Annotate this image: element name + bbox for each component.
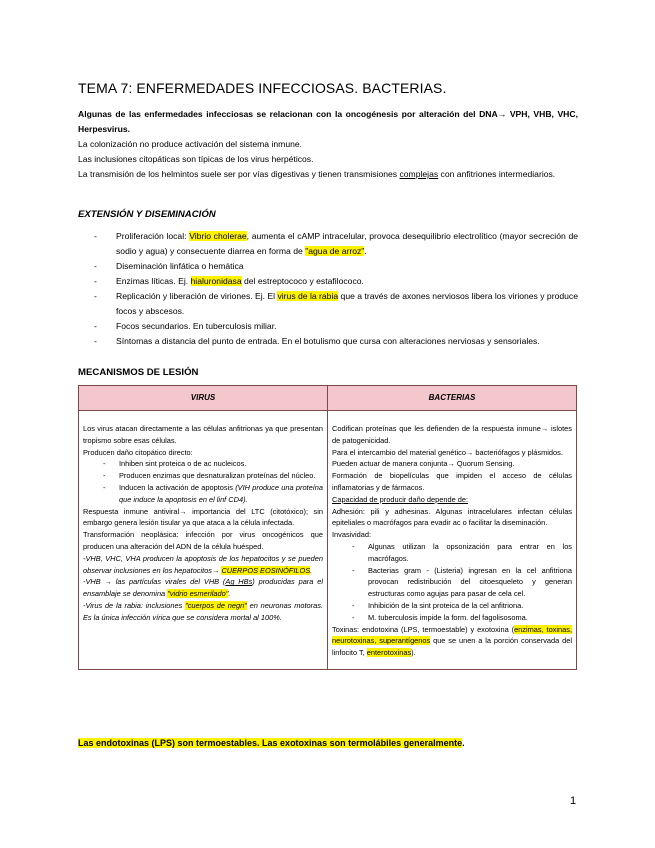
footer-text: . [462,738,465,748]
underlined-term: complejas [399,169,439,179]
intro-line-inclusiones: Las inclusiones citopáticas son típicas de los virus herpéticos. [78,154,314,164]
intro-text: con anfitriones intermediarios. [438,169,556,179]
item-text: Síntomas a distancia del punto de entrada. En el botulismo que cursa con alteraciones nerviosas y sensoriales. [116,336,540,346]
intro-text: La transmisión de los helmintos suele ser por vías digestivas y tienen transmisiones [78,169,400,179]
item-text: que a través de axones nerviosos libera los viriones y produce focos y abscesos. [116,291,578,316]
virus-text: en neuronas motoras. Es la única infección vírica que se considera mortal al 100%. [83,600,323,622]
table-header-row [79,386,577,411]
underlined-term: Ag HBs [225,577,253,587]
bact-text: Pueden actuar de manera conjunta→ Quorum Sensing. [332,459,515,469]
item-text: Enzimas líticas. Ej. [116,276,191,286]
highlight-term: Vibrio cholerae [189,231,247,241]
column-header-bacterias: BACTERIAS [328,386,577,411]
virus-text: -Virus de la rabia: inclusiones [83,600,186,610]
highlight-term: "agua de arroz" [305,246,365,256]
highlight-term: virus de la rabia [277,291,339,301]
virus-sub-item: - Inhiben sint proteica o de ac nucleicos. [103,459,247,469]
virus-text-vhb [83,576,323,600]
virus-text: Transformación neoplásica: infección por virus oncogénicos que producen una alteración del ADN de la célula huésped. [83,530,323,551]
bact-text: que se unen a la porción conservada del linfocito T, [332,636,572,658]
bact-text-toxinas [332,624,572,659]
page-number: 1 [570,795,577,807]
sub-text: Inhiben sint proteica o de ac nucleicos. [119,459,247,469]
intro-line-oncogenesis [78,107,578,137]
virus-text: ) producidas para el ensamblaje se denomina [83,577,323,599]
item-text: del estreptococo y estafilococo. [241,276,364,286]
bact-text: Invasividad: [332,530,372,540]
table-row [79,411,577,670]
sub-text: M. tuberculosis impide la form. del fagolisosoma. [368,612,528,622]
item-text: Replicación y liberación de viriones. Ej. El [116,291,278,301]
virus-text: Los virus atacan directamente a las células anfitrionas ya que presentan tropismo sobre esas células. [83,424,323,445]
list-item: - Diseminación linfática o hemática [94,261,244,271]
bacterias-cell [328,411,577,670]
mechanisms-table [78,385,577,670]
bact-text: Toxinas: endotoxina (LPS, termoestable) y exotoxina ( [332,624,515,634]
highlight-term: enterotoxinas [366,648,412,658]
bact-text: Codifican proteínas que les defienden de la respuesta inmune→ islotes de patogenicidad. [332,424,572,445]
list-item: - Replicación y liberación de viriones. Ej. El virus de la rabia que a través de axones nerviosos libera los viriones y produce focos y abscesos. [94,291,578,316]
virus-text: . [228,589,231,599]
highlight-term: hialuronidasa [190,276,242,286]
virus-text: Producen daño citopático directo: [83,447,193,457]
item-text: Proliferación local: [116,231,190,241]
extension-list [78,229,578,349]
list-item: - Enzimas líticas. Ej. hialuronidasa del estreptococo y estafilococo. [94,276,364,286]
item-text: , aumenta el cAMP intracelular, provoca desequilibrio electrolítico (mayor secreción de sodio y agua) y consecuente diarrea en forma de [116,231,579,256]
page-title: TEMA 7: ENFERMEDADES INFECCIOSAS. BACTERIAS. [78,80,447,96]
highlight-term: enzimas, toxinas, neurotoxinas, superantígenos [332,624,572,646]
footer-note [78,738,465,748]
virus-text: Respuesta inmune antiviral→ importancia del LTC (citotóxico); sin embargo genera lesión tisular ya que ataca a la célula infectada. [83,506,323,528]
sub-text: Bacterias gram - (Listeria) ingresan en la cel anfitriona provocan redistribución del citoesqueleto y generan estructuras como agujas para pasar de cela cel. [368,565,572,599]
sub-text: Algunas utilizan la opsonización para entrar en los macrófagos. [368,541,572,563]
bact-subheading: Capacidad de producir daño depende de: [332,494,469,504]
virus-cell [79,411,328,670]
sub-text: Producen enzimas que desnaturalizan proteínas del núcleo. [119,471,316,481]
virus-text-rabia [83,600,323,624]
virus-text: -VHB, VHC, VHA producen la apoptosis de los hepatocitos y se pueden observar inclusiones en los hepatocitos→ [83,553,323,575]
highlight-term: "vidrio esmerilado" [167,589,229,599]
bact-sub-item: - Bacterias gram - (Listeria) ingresan en la cel anfitriona provocan redistribución del citoesqueleto y generan estructuras como agujas para pasar de cela cel. [352,565,572,599]
list-item: - Focos secundarios. En tuberculosis miliar. [94,321,277,331]
list-item: - Proliferación local: Vibrio cholerae, aumenta el cAMP intracelular, provoca desequilibrio electrolítico (mayor secreción de sodio y agua) y consecuente diarrea en forma de "agua de arroz". [94,231,579,256]
item-text: Diseminación linfática o hemática [116,261,244,271]
bact-text: ). [411,648,416,658]
bact-text: Formación de biopelículas que impiden el acceso de células inflamatorias y de fármacos. [332,471,572,492]
sub-text-italic: (VIH produce una proteína que induce la apoptosis en el linf CD4). [119,482,323,504]
highlight-term: CUERPOS EOSINÓFILOS [221,565,311,575]
bact-text: Para el intercambio del material genético→ bacteriófagos y plásmidos. [332,447,563,457]
bact-sub-item: - M. tuberculosis impide la form. del fagolisosoma. [352,612,528,622]
virus-text-hepatitis [83,553,323,577]
bact-sub-item: - Algunas utilizan la opsonización para entrar en los macrófagos. [352,541,572,563]
sub-text: Inducen la activación de apoptosis [119,482,236,492]
virus-sub-item: - Inducen la activación de apoptosis (VIH produce una proteína que induce la apoptosis en el linf CD4). [103,482,323,504]
intro-paragraphs [78,107,578,182]
highlight-term: Las endotoxinas (LPS) son termoestables. Las exotoxinas son termolábiles generalmente [78,738,463,748]
intro-line-helmintos [78,167,578,182]
column-header-virus: VIRUS [79,386,328,411]
section-heading-extension: EXTENSIÓN Y DISEMINACIÓN [78,209,216,220]
list-item: - Síntomas a distancia del punto de entrada. En el botulismo que cursa con alteraciones nerviosas y sensoriales. [94,336,540,346]
intro-line-colonizacion: La colonización no produce activación del sistema inmune. [78,139,303,149]
sub-text: Inhibición de la sint proteica de la cel anfitriona. [368,600,524,610]
bact-sub-item: - Inhibición de la sint proteica de la cel anfitriona. [352,600,524,610]
virus-text: . [310,565,313,575]
item-text: Focos secundarios. En tuberculosis miliar. [116,321,277,331]
bact-text: Adhesión: pili y adhesinas. Algunas intracelulares infectan células epiteliales o macrófagos para evadir ac o facilitar la diseminación. [332,506,572,528]
section-heading-mecanismos: MECANISMOS DE LESIÓN [78,367,199,378]
item-text: . [364,246,367,256]
highlight-term: "cuerpos de negri" [185,600,247,610]
virus-sub-item: - Producen enzimas que desnaturalizan proteínas del núcleo. [103,471,316,481]
virus-text: -VHB → las partículas virales del VHB ( [83,577,226,587]
intro-text: Algunas de las enfermedades infecciosas se relacionan con la oncogénesis por alteración del DNA→ VPH, VHB, VHC, Herpesvirus. [78,109,578,134]
